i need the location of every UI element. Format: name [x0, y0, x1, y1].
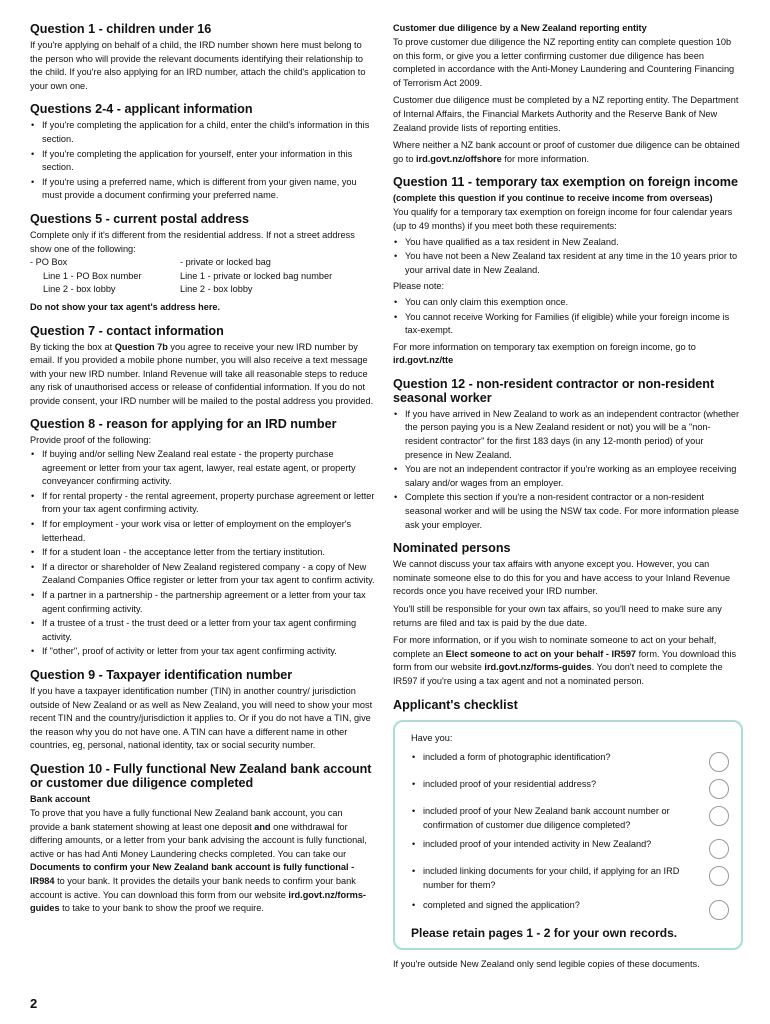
q8-list	[30, 448, 375, 659]
checklist-item	[411, 838, 729, 859]
q5-intro: Complete only if it's different from the residential address. If not a street address show one of the following:	[30, 229, 355, 254]
nominated-p2: You'll still be responsible for your own tax affairs, so you'll need to make sure any returns are filed and tax is paid by the due date.	[393, 604, 722, 628]
list-item: • If for employment - your work visa or letter of employment on the employer's letterhead.	[30, 518, 375, 545]
list-item: • If "other", proof of activity or letter from your tax agent confirming activity.	[30, 645, 375, 659]
list-item: • If for rental property - the rental agreement, property purchase agreement or letter from your tax agent confirming activity.	[30, 490, 375, 517]
q11-list	[393, 236, 743, 278]
offshore-link[interactable]: ird.govt.nz/offshore	[416, 153, 502, 164]
checklist-item-label: • completed and signed the application?	[411, 899, 703, 913]
q10-subtitle: Bank account	[30, 793, 91, 804]
q7-title: Question 7 - contact information	[30, 323, 224, 338]
section-q8	[30, 417, 375, 659]
nominated-p1: We cannot discuss your tax affairs with anyone except you. However, you can nominate someone else to do this for you and have access to your Inland Revenue records once you have received your IRD number.	[393, 559, 731, 597]
list-item: • If for a student loan - the acceptance letter from the tertiary institution.	[30, 546, 375, 560]
list-item: • You are not an independent contractor if you're working as an employee receiving salary and/or wages from an employer.	[393, 463, 743, 490]
list-item: • You have not been a New Zealand tax resident at any time in the 10 years prior to your arrival date in New Zealand.	[393, 250, 743, 277]
checklist-item	[411, 778, 729, 799]
checklist-footer: If you're outside New Zealand only send legible copies of these documents.	[393, 958, 700, 969]
list-item: • If you're using a preferred name, which is different from your given name, you must provide a document confirming your preferred name.	[30, 176, 375, 203]
q2-4-title: Questions 2-4 - applicant information	[30, 102, 253, 117]
checklist-item-label: • included proof of your intended activity in New Zealand?	[411, 838, 703, 852]
list-item: • Complete this section if you're a non-resident contractor or a non-resident seasonal worker and will be using the NSW tax code. For more information please ask your employer.	[393, 491, 743, 532]
checklist-checkbox[interactable]	[709, 866, 729, 886]
left-column	[30, 22, 375, 925]
ir984-reference: Documents to confirm your New Zealand bank account is fully functional - IR984	[30, 862, 355, 886]
q10-t3: one withdrawal for differing amounts, or a letter from your bank advising the account is fully functional, active or has had Anti Money Laundering checks completed. You can take our	[30, 821, 367, 859]
list-item: • If buying and/or selling New Zealand real estate - the property purchase agreement or letter from your tax agent, lawyer, real estate agent, or property conveyancer confirming activity.	[30, 448, 375, 489]
q7-text-a: By ticking the box at	[30, 341, 115, 352]
section-q1	[30, 22, 375, 93]
checklist-item-label: • included linking documents for your child, if applying for an IRD number for them?	[411, 865, 703, 892]
list-item: • If a partner in a partnership - the partnership agreement or a letter from your tax agent confirming activity.	[30, 589, 375, 616]
q11-note-list	[393, 296, 743, 338]
q7-ref: Question 7b	[114, 341, 168, 352]
q11-note-label: Please note:	[393, 281, 445, 292]
nominated-p3c: form. You download this form from our website	[393, 648, 737, 673]
q5-warning: Do not show your tax agent's address here.	[30, 301, 221, 312]
q10-title: Question 10 - Fully functional New Zealand bank account or customer due diligence completed	[30, 761, 372, 790]
section-cdd	[393, 22, 743, 166]
section-q7	[30, 324, 375, 409]
checklist-checkbox[interactable]	[709, 752, 729, 772]
q11-subtitle: (complete this question if you continue to receive income from overseas)	[393, 193, 713, 204]
postal-options	[30, 256, 375, 297]
checklist-item	[411, 899, 729, 920]
page-number: 2	[30, 996, 38, 1011]
q9-text: If you have a taxpayer identification number (TIN) in another country/ jurisdiction outside of New Zealand or as well as New Zealand, you will need to show your most recent TIN and the country/jurisdiction it applies to. Or if you do not have a TIN, give the reason why you do not have one. A TIN can have a different name in other countries, eg, personal, national identity, tax or social security number.	[30, 685, 373, 751]
section-q12	[393, 377, 743, 532]
q8-title: Question 8 - reason for applying for an IRD number	[30, 417, 337, 432]
q11-intro: You qualify for a temporary tax exemption on foreign income for four calendar years (up to 49 months) if you meet both these requirements:	[393, 207, 733, 231]
checklist-title: Applicant's checklist	[393, 697, 518, 712]
nominated-p3	[393, 634, 743, 688]
bag-line2: Line 2 - box lobby	[180, 284, 253, 295]
cdd-p1: To prove customer due diligence the NZ reporting entity can complete question 10b on this form, or give you a letter confirming customer due diligence has been completed in accordance with the Anti-Money Laundering and Countering Financing of Terrorism Act 2009.	[393, 37, 735, 88]
q11-title: Question 11 - temporary tax exemption on foreign income	[393, 175, 738, 190]
q10-t2: and	[254, 821, 271, 832]
checklist-box	[393, 720, 743, 950]
section-q2-4	[30, 102, 375, 203]
nominated-title: Nominated persons	[393, 541, 511, 556]
q1-title: Question 1 - children under 16	[30, 22, 212, 36]
section-q5	[30, 212, 375, 315]
forms-guides-link[interactable]: ird.govt.nz/forms-guides	[30, 889, 366, 914]
po-line2: Line 2 - box lobby	[43, 284, 116, 295]
list-item: • If you're completing the application for yourself, enter your information in this section.	[30, 148, 375, 175]
list-item: • If a trustee of a trust - the trust deed or a letter from your tax agent confirming activity.	[30, 617, 375, 644]
section-q11	[393, 175, 743, 368]
forms-guides-link[interactable]: ird.govt.nz/forms-guides	[484, 662, 592, 673]
section-nominated	[393, 541, 743, 688]
list-item: • You have qualified as a tax resident in New Zealand.	[393, 236, 743, 250]
ir597-reference: Elect someone to act on your behalf - IR597	[445, 648, 637, 659]
q1-text: If you're applying on behalf of a child, the IRD number shown here must belong to the person who will provide the relevant documents identifying their relationship to the child. If you're also applying for an IRD number, attach the child's application to your own one.	[30, 40, 366, 91]
section-q9	[30, 668, 375, 753]
list-item: • If you're completing the application for a child, enter the child's information in this section.	[30, 119, 375, 146]
q7-text-c: you agree to receive your new IRD number by email. If you provided a mobile phone number, you will also receive a text message with your new IRD number. Inland Revenue will take all reasonable steps to reduce any risk of unauthorised access or release of confidential information. If you do not provide consent, your IRD number will be mailed to the postal address you provided.	[30, 341, 374, 406]
right-column	[393, 22, 743, 980]
cdd-p3c: for more information.	[501, 153, 590, 164]
section-q10	[30, 762, 375, 916]
retain-note: Please retain pages 1 - 2 for your own records.	[411, 925, 678, 940]
cdd-p2: Customer due diligence must be completed by a NZ reporting entity. The Department of Internal Affairs, the Financial Markets Authority and the Reserve Bank of New Zealand provide lists of reporting entities.	[393, 95, 739, 133]
q11-more	[393, 341, 743, 368]
q8-intro: Provide proof of the following:	[30, 435, 152, 446]
nominated-p3a: For more information, or if you wish to nominate someone to act on your behalf, complete an	[393, 635, 717, 659]
checklist-item-label: • included proof of your residential address?	[411, 778, 703, 792]
cdd-p3	[393, 139, 743, 166]
list-item: • If you have arrived in New Zealand to work as an independent contractor (whether the person paying you is a New Zealand resident or not) you will be a "non-resident contractor" for the first 183 days (in any 12-month period) of your presence in New Zealand.	[393, 408, 743, 462]
cdd-p3a: Where neither a NZ bank account or proof of customer due diligence can be obtained go to	[393, 140, 740, 164]
bag-label: - private or locked bag	[180, 257, 271, 268]
q7-text	[30, 341, 375, 409]
checklist-item-label: • included proof of your New Zealand bank account number or confirmation of customer due diligence completed?	[411, 805, 703, 832]
cdd-subtitle: Customer due diligence by a New Zealand reporting entity	[393, 23, 647, 33]
checklist-checkbox[interactable]	[709, 806, 729, 826]
checklist-item	[411, 751, 729, 772]
q5-title: Questions 5 - current postal address	[30, 211, 250, 226]
q10-t1: To prove that you have a fully functional New Zealand bank account, you can provide a bank statement showing at least one deposit	[30, 807, 343, 832]
q12-list	[393, 408, 743, 532]
bag-line1: Line 1 - private or locked bag number	[180, 270, 333, 281]
tte-link[interactable]: ird.govt.nz/tte	[393, 355, 454, 366]
q10-text	[30, 807, 375, 916]
q10-t7: to take to your bank to show the proof we require.	[59, 903, 264, 914]
checklist-checkbox[interactable]	[709, 900, 729, 920]
checklist-item-label: • included a form of photographic identification?	[411, 751, 703, 765]
q10-t5: to your bank. It provides the details your bank needs to confirm your bank account is active. You can download this form from our website	[30, 875, 356, 900]
q2-4-list	[30, 119, 375, 203]
checklist-item	[411, 865, 729, 892]
list-item: • If a director or shareholder of New Zealand registered company - a copy of New Zealand Companies Office register or letter from your tax agent to confirm activity.	[30, 561, 375, 588]
checklist-intro: Have you:	[411, 732, 453, 743]
q11-more-a: For more information on temporary tax exemption on foreign income, go to	[393, 341, 696, 352]
q12-title: Question 12 - non-resident contractor or non-resident seasonal worker	[393, 376, 715, 405]
nominated-p3e: . You don't need to complete the IR597 if you're using a tax agent and not a nominated person.	[393, 662, 723, 686]
list-item: • You can only claim this exemption once.	[393, 296, 743, 310]
checklist-checkbox[interactable]	[709, 839, 729, 859]
po-line1: Line 1 - PO Box number	[43, 270, 142, 281]
po-box-label: - PO Box	[30, 257, 68, 268]
checklist-item	[411, 805, 729, 832]
q9-title: Question 9 - Taxpayer identification number	[30, 667, 293, 682]
section-checklist	[393, 698, 743, 972]
checklist-checkbox[interactable]	[709, 779, 729, 799]
list-item: • You cannot receive Working for Families (if eligible) while your foreign income is tax-exempt.	[393, 311, 743, 338]
